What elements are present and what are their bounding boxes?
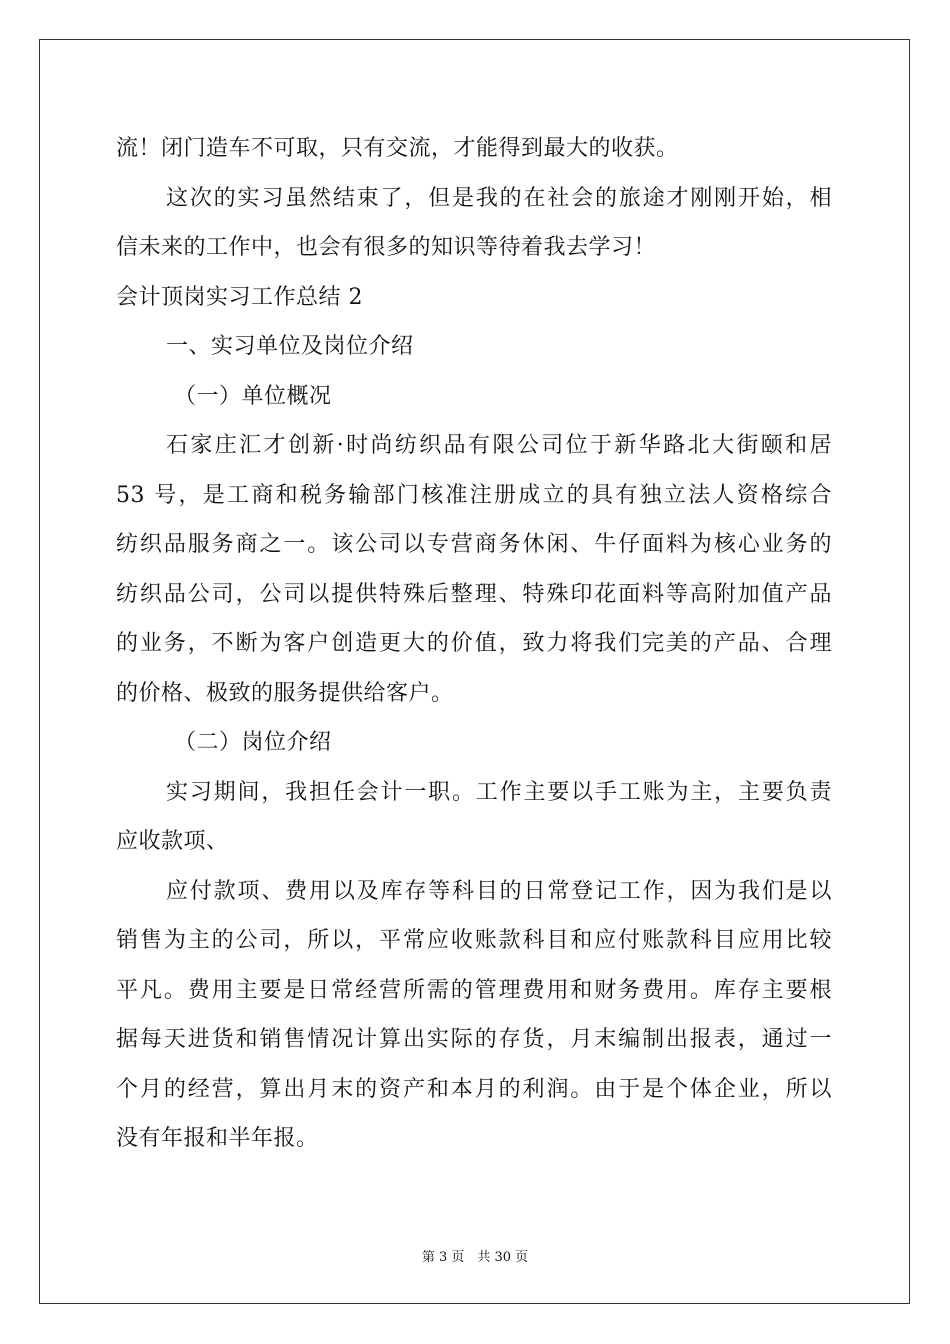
text-line: 没有年报和半年报。 [116, 1126, 319, 1151]
section-title: 会计顶岗实习工作总结 2 [116, 284, 363, 310]
text-line: 纺织品服务商之一。该公司以专营商务休闲、牛仔面料为核心业务的 [116, 532, 832, 557]
document-body [116, 124, 832, 1164]
page-number: 第 3 页 共 30 页 [421, 1250, 529, 1265]
heading-2: （二）岗位介绍 [174, 730, 332, 755]
text-line: 纺织品公司，公司以提供特殊后整理、特殊印花面料等高附加值产品 [116, 581, 832, 607]
heading-1: 一、实习单位及岗位介绍 [166, 334, 414, 359]
heading-2: （一）单位概况 [174, 383, 332, 409]
text-line: 的价格、极致的服务提供给客户。 [116, 680, 454, 706]
text-line: 石家庄汇才创新·时尚纺织品有限公司位于新华路北大街颐和居 [166, 433, 832, 458]
text-line: 据每天进货和销售情况计算出实际的存货，月末编制出报表，通过一 [116, 1027, 832, 1052]
text-line: 平凡。费用主要是日常经营所需的管理费用和财务费用。库存主要根 [116, 977, 832, 1003]
text-line: 流！闭门造车不可取，只有交流，才能得到最大的收获。 [116, 136, 679, 161]
text-line: 个月的经营，算出月末的资产和本月的利润。由于是个体企业，所以 [116, 1076, 832, 1102]
text-line: 的业务，不断为客户创造更大的价值，致力将我们完美的产品、合理 [116, 631, 832, 656]
text-line: 销售为主的公司，所以，平常应收账款科目和应付账款科目应用比较 [116, 928, 832, 953]
text-line: 应收款项、 [116, 829, 229, 854]
text-line: 实习期间，我担任会计一职。工作主要以手工账为主，主要负责 [166, 779, 832, 805]
text-line: 53 号，是工商和税务输部门核准注册成立的具有独立法人资格综合 [116, 482, 832, 508]
text-line: 应付款项、费用以及库存等科目的日常登记工作，因为我们是以 [166, 878, 832, 904]
text-line: 信未来的工作中，也会有很多的知识等待着我去学习！ [116, 235, 657, 260]
text-line: 这次的实习虽然结束了，但是我的在社会的旅途才刚刚开始，相 [166, 185, 832, 211]
